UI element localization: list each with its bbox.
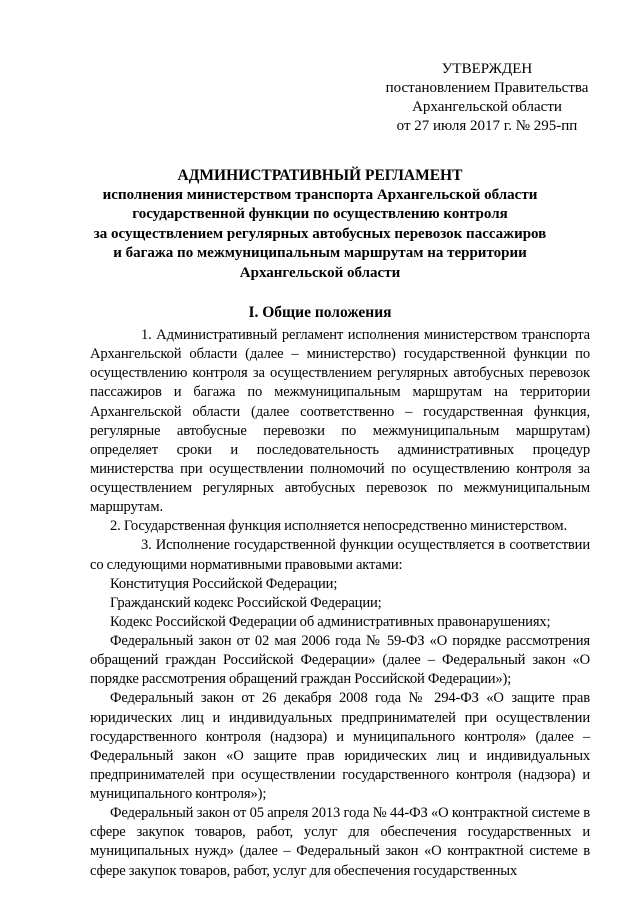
paragraph: 1. Административный регламент исполнения министерством транспорта Архангельской области (далее – министерство) государственной функции по осуществлению контроля за осуществлением регулярных автобусных перевозок пассажиров и багажа по межмуниципальным маршрутам на территории Архангельской области (далее соответственно – государственная функция, регулярные автобусные перевозки по межмуниципальным маршрутам) определяет сроки и последовательность административных процедур министерства при осуществлении полномочий по осуществлению контроля за осуществлением регулярных автобусных перевозок по межмуниципальным маршрутам. bbox=[90, 327, 590, 516]
approval-line: от 27 июля 2017 г. № 295-пп bbox=[396, 118, 578, 134]
paragraph: Федеральный закон от 02 мая 2006 года № 59-ФЗ «О порядке рассмотрения обращений граждан Российской Федерации» (далее – Федеральный закон «О порядке рассмотрения обращений граждан Российской Федерации»); bbox=[90, 633, 590, 688]
paragraph: Федеральный закон от 05 апреля 2013 года № 44-ФЗ «О контрактной системе в сфере закупок товаров, работ, услуг для обеспечения государственных и муниципальных нужд» (далее – Федеральный закон «О контрактной системе в сфере закупок товаров, работ, услуг для обеспечения государственных bbox=[90, 805, 590, 879]
title-subtitle-line: Архангельской области bbox=[239, 264, 401, 281]
title-main: АДМИНИСТРАТИВНЫЙ РЕГЛАМЕНТ bbox=[177, 167, 463, 184]
title-subtitle-line: и багажа по межмуниципальным маршрутам на территории bbox=[113, 245, 527, 261]
approval-line: Архангельской области bbox=[412, 99, 562, 115]
paragraph: 2. Государственная функция исполняется непосредственно министерством. bbox=[110, 518, 567, 535]
title-subtitle-line: за осуществлением регулярных автобусных перевозок пассажиров bbox=[93, 225, 547, 242]
paragraph: 3. Исполнение государственной функции осуществляется в соответствии со следующими нормативными правовыми актами: bbox=[90, 537, 590, 573]
section-heading: I. Общие положения bbox=[248, 304, 392, 321]
approval-line: УТВЕРЖДЕН bbox=[441, 61, 533, 77]
approval-line: постановлением Правительства bbox=[385, 80, 589, 96]
paragraph: Конституция Российской Федерации; bbox=[110, 575, 338, 592]
title-subtitle-line: исполнения министерством транспорта Архангельской области bbox=[102, 186, 538, 203]
paragraph: Кодекс Российской Федерации об административных правонарушениях; bbox=[110, 613, 551, 630]
section-body bbox=[90, 326, 590, 881]
paragraph: Федеральный закон от 26 декабря 2008 года № 294-ФЗ «О защите прав юридических лиц и индивидуальных предпринимателей при осуществлении государственного контроля (надзора) и муниципального контроля» (далее – Федеральный закон «О защите прав юридических лиц и индивидуальных предпринимателей при осуществлении государственного контроля (надзора) и муниципального контроля»); bbox=[90, 690, 590, 802]
paragraph: Гражданский кодекс Российской Федерации; bbox=[110, 594, 382, 611]
approval-stamp bbox=[372, 60, 602, 136]
title-subtitle-line: государственной функции по осуществлению контроля bbox=[132, 206, 508, 222]
document-title bbox=[60, 166, 580, 283]
